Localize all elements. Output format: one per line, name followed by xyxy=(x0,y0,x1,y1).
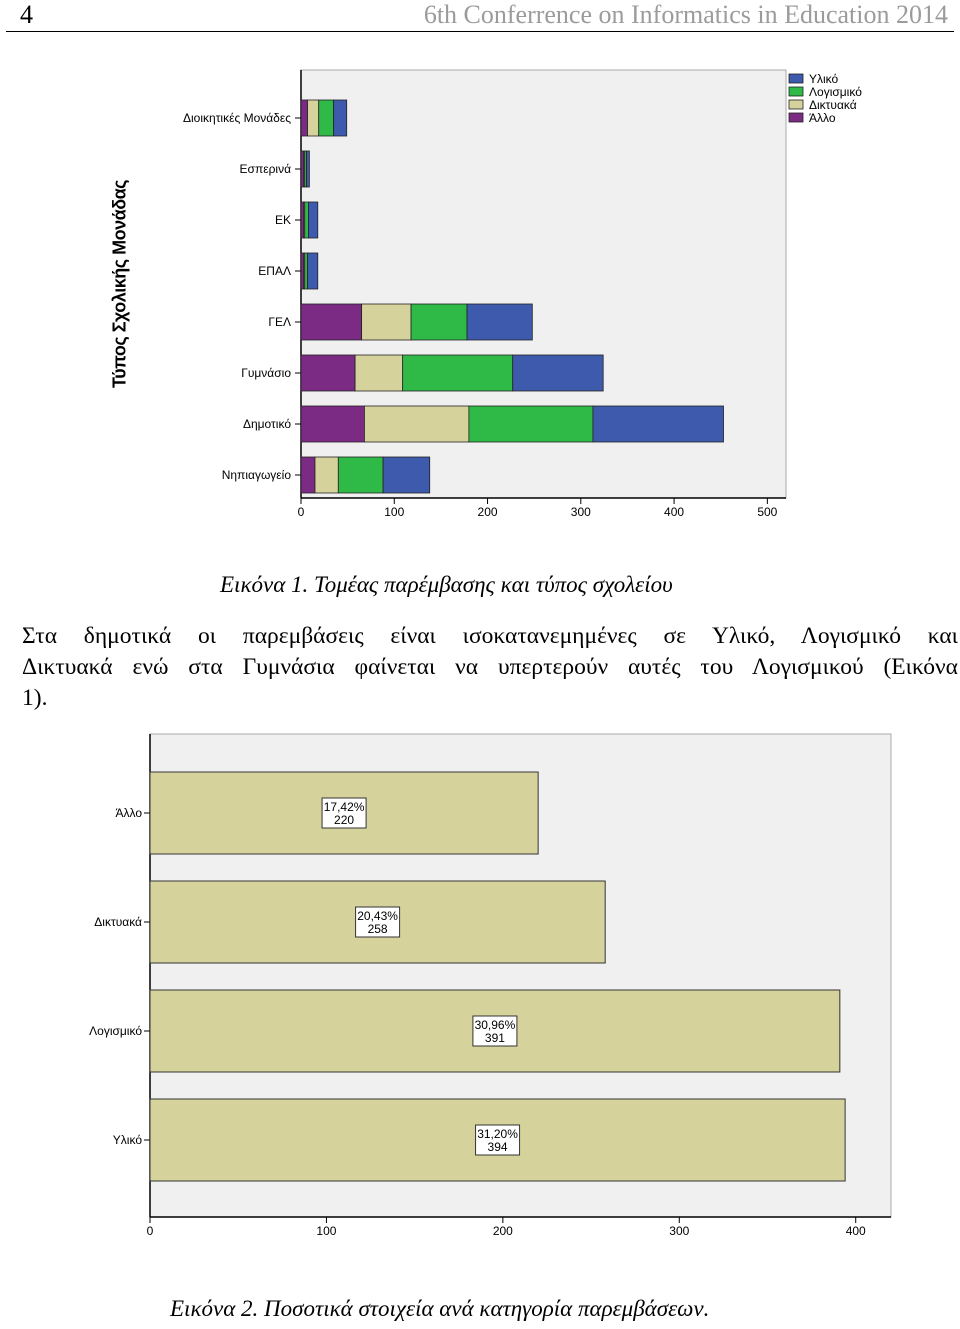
chart1-x-tick-label: 200 xyxy=(477,505,498,519)
chart1-y-axis-label: Τύπος Σχολικής Μονάδας xyxy=(109,179,130,389)
chart1-bar-segment xyxy=(301,151,304,187)
chart1-bar-segment xyxy=(301,202,304,238)
chart1-legend-swatch xyxy=(789,74,803,83)
chart1-bar-segment xyxy=(308,100,319,136)
chart2-percent-label: 17,42% xyxy=(323,800,365,814)
chart1-legend-swatch xyxy=(789,87,803,96)
chart1-bar-segment xyxy=(305,202,309,238)
chart2-value-label: 258 xyxy=(367,922,388,936)
chart1-bar-segment xyxy=(469,406,593,442)
chart1-legend-swatch xyxy=(789,100,803,109)
chart1-bar-segment xyxy=(383,457,430,493)
chart1-bar-segment xyxy=(403,355,513,391)
paragraph-line-2: Δικτυακά ενώ στα Γυμνάσια φαίνεται να υπερτερούν αυτές του Λογισμικού (Εικόνα xyxy=(22,654,958,680)
chart1-legend-label: Άλλο xyxy=(809,111,836,125)
chart1-x-tick-label: 500 xyxy=(757,505,778,519)
chart2-category-label: Υλικό xyxy=(112,1133,142,1147)
body-paragraph xyxy=(22,621,958,714)
chart1-x-tick-label: 100 xyxy=(384,505,405,519)
chart1-bar-segment xyxy=(593,406,724,442)
running-title: 6th Conferrence on Informatics in Education 2014 xyxy=(423,0,948,29)
chart1-bar-segment xyxy=(308,202,317,238)
chart2-category-label: Λογισμικό xyxy=(89,1024,142,1038)
chart1-x-tick-label: 400 xyxy=(664,505,685,519)
chart1-bar-segment xyxy=(307,151,310,187)
chart1-bar-segment xyxy=(513,355,603,391)
chart1-legend-label: Υλικό xyxy=(809,72,839,86)
chart1-bar-segment xyxy=(308,253,318,289)
header-rule xyxy=(6,31,954,32)
chart1-bar-segment xyxy=(315,457,338,493)
chart1-category-label: ΕΚ xyxy=(274,213,291,227)
chart1-category-label: Διοικητικές Μονάδες xyxy=(183,111,291,125)
chart1-bar-segment xyxy=(301,406,364,442)
chart1-bar-segment xyxy=(338,457,383,493)
chart1-x-tick-label: 300 xyxy=(570,505,591,519)
chart1-bar-segment xyxy=(411,304,467,340)
chart2-value-label: 391 xyxy=(484,1031,505,1045)
chart2-percent-label: 31,20% xyxy=(477,1127,518,1141)
chart2-x-tick-label: 0 xyxy=(146,1224,154,1238)
figure2-caption-text: Ποσοτικά στοιχεία ανά κατηγορία παρεμβάσεων. xyxy=(264,1296,710,1321)
chart2-value-label: 220 xyxy=(334,813,355,827)
figure1-caption-label: Εικόνα 1. xyxy=(220,572,309,597)
chart2-category-label: Άλλο xyxy=(115,806,142,820)
chart2-x-tick-label: 400 xyxy=(845,1224,866,1238)
chart2-x-tick-label: 100 xyxy=(316,1224,337,1238)
paragraph-line-3: 1). xyxy=(22,685,48,711)
chart1-category-label: Γυμνάσιο xyxy=(241,366,291,380)
paragraph-line-1: Στα δημοτικά οι παρεμβάσεις είναι ισοκατανεμημένες σε Υλικό, Λογισμικό και xyxy=(22,623,958,649)
chart1-bar-segment xyxy=(305,253,308,289)
chart1-legend-label: Δικτυακά xyxy=(809,98,857,112)
chart2-percent-label: 20,43% xyxy=(357,909,398,923)
figure1-caption-text: Τομέας παρέμβασης και τύπος σχολείου xyxy=(314,572,673,597)
chart1-bar-segment xyxy=(301,457,315,493)
chart1-bar-segment xyxy=(355,355,403,391)
chart1-bar-segment xyxy=(364,406,468,442)
chart1-category-label: ΓΕΛ xyxy=(268,315,291,329)
chart-intervention-counts xyxy=(0,725,960,1255)
chart1-bar-segment xyxy=(301,304,362,340)
chart1-legend-label: Λογισμικό xyxy=(809,85,862,99)
chart1-bar-segment xyxy=(301,355,355,391)
figure1-caption xyxy=(220,572,673,598)
chart-intervention-by-school-type xyxy=(0,40,960,530)
chart2-value-label: 394 xyxy=(487,1140,508,1154)
chart1-legend-swatch xyxy=(789,113,803,122)
chart1-category-label: Εσπερινά xyxy=(239,162,291,176)
page-number: 4 xyxy=(20,0,33,29)
chart2-percent-label: 30,96% xyxy=(474,1018,516,1032)
figure2-caption xyxy=(170,1296,709,1322)
chart2-category-label: Δικτυακά xyxy=(94,915,142,929)
chart1-category-label: Δημοτικό xyxy=(242,417,291,431)
chart1-bar-segment xyxy=(362,304,411,340)
chart2-x-tick-label: 300 xyxy=(669,1224,690,1238)
chart2-x-tick-label: 200 xyxy=(492,1224,513,1238)
chart1-category-label: ΕΠΑΛ xyxy=(258,264,291,278)
chart1-bar-segment xyxy=(301,100,308,136)
chart1-bar-segment xyxy=(319,100,334,136)
chart1-bar-segment xyxy=(301,253,304,289)
chart1-x-tick-label: 0 xyxy=(297,505,305,519)
chart1-bar-segment xyxy=(334,100,347,136)
figure2-caption-label: Εικόνα 2. xyxy=(170,1296,259,1321)
chart1-category-label: Νηπιαγωγείο xyxy=(221,468,291,482)
chart1-bar-segment xyxy=(467,304,532,340)
